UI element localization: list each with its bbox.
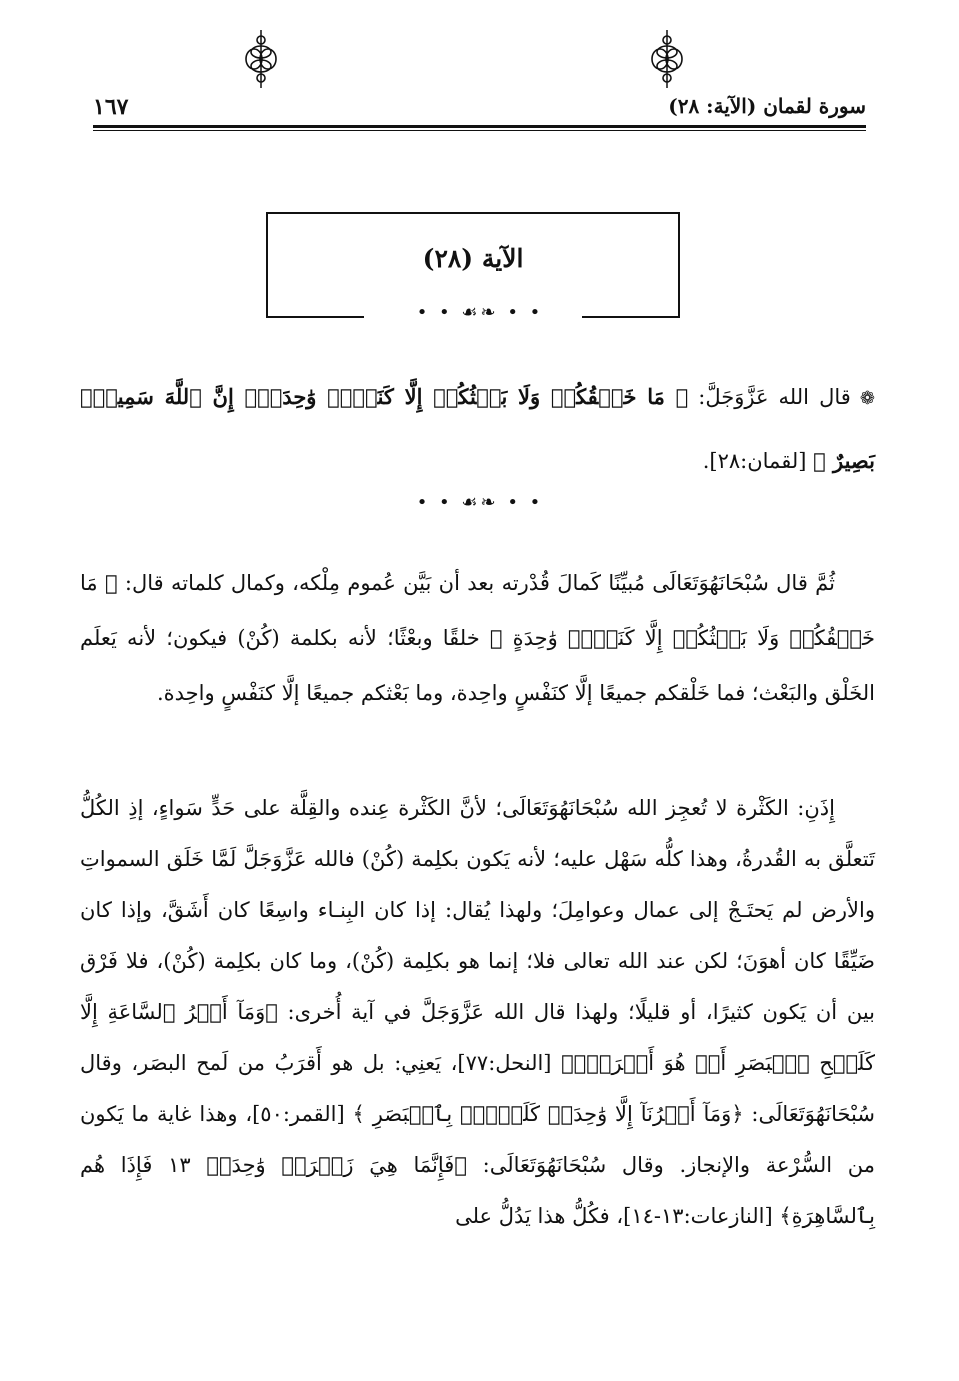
verse-reference: [لقمان:٢٨]. — [702, 449, 814, 473]
ayah-title: الآية (٢٨) — [422, 244, 524, 273]
verse-block — [80, 366, 875, 492]
commentary-paragraph-1: ثُمَّ قال سُبْحَانَهُوَتَعَالَى مُبيِّنًا كَمالَ قُدْرته بعد أن بَيَّن عُموم مِلْكه، وكمال كلماته قال: ﴿ مَا خَلۡقُكُمۡ وَلَا بَعۡثُكُمۡ إِلَّا كَنَفۡسٖ وَٰحِدَةٍ ﴾ خلقًا وبعْثًا؛ لأنه بكلمة (كُنْ) فيكون؛ لأنه يَعلَم الخَلْق والبَعْث؛ فما خَلْقكم جميعًا إلَّا كنَفْسٍ واحِدة، وما بَعْثكم جميعًا إلَّا كنَفْسٍ واحِدة. — [80, 571, 875, 705]
running-header — [93, 92, 866, 122]
flower-bullet-icon: ❁ — [850, 388, 875, 409]
knot-ornament-icon — [244, 30, 278, 88]
verse-lead: قال الله عَزَّوَجَلَّ: — [688, 385, 851, 409]
surah-title: سورة لقمان (الآية: ٢٨) — [668, 94, 866, 118]
knot-ornament-icon — [650, 30, 684, 88]
page-number: ١٦٧ — [93, 94, 129, 120]
quran-verse: ﴿ مَا خَلۡقُكُمۡ وَلَا بَعۡثُكُمۡ إِلَّا كَنَفۡسٖ وَٰحِدَةٍۚ إِنَّ ٱللَّهَ سَمِيعُۢ بَصِيرٌ ﴾ — [80, 384, 875, 473]
commentary-paragraph-2: إِذَنِ: الكَثْرة لا تُعجِز الله سُبْحَانَهُوَتَعَالَى؛ لأنَّ الكَثْرة عِنده والقِلَّة على حَدٍّ سَواءٍ، إذِ الكُلُّ تَتعلَّق به القُدرةُ، وهذا كلُّه سَهْل عليه؛ لأنه يَكون بكلِمة (كُنْ) فالله عَزَّوَجَلَّ لَمَّا خَلَق السمواتِ والأرض لم يَحتَـجْ إلى عمال وعوامِلَ؛ ولهذا يُقال: إذا كان البِنـاء واسِعًا كان أَشَقَّ، وإذا كان ضَيِّقًا كان أهوَنَ؛ لكن عند الله تعالى فلا؛ إنما هو بكلِمة (كُنْ)، وما كان بكلِمة (كُنْ)، فلا فَرْق بين أن يَكون كثيرًا، أو قليلًا؛ ولهذا قال الله عَزَّوَجَلَّ في آية أُخرى: ﴿وَمَآ أَمۡرُ ٱلسَّاعَةِ إِلَّا كَلَمۡحِ ٱلۡبَصَرِ أَوۡ هُوَ أَقۡرَبُۚ﴾ [النحل:٧٧]، يَعنِي: بل هو أَقرَبُ من لَمح البصَر، وقال سُبْحَانَهُوَتَعَالَى: ﴿وَمَآ أَمۡرُنَآ إِلَّا وَٰحِدَةٞ كَلَمۡحِۭ بِٱلۡبَصَرِ ﴾ [القمر:٥٠]، وهذا غاية ما يَكون من السُّرْعة والإنجاز. وقال سُبْحَانَهُوَتَعَالَى: ﴿فَإِنَّمَا هِيَ زَجۡرَةٞ وَٰحِدَةٞ ١٣ فَإِذَا هُم بِٱلسَّاهِرَةِ﴾ [النازعات:١٣-١٤]، فكُلُّ هذا يَدُلُّ على — [80, 796, 876, 1228]
ayah-ornament: • • ☙❧ • • — [416, 302, 544, 323]
section-separator: • • ☙❧ • • — [416, 492, 544, 513]
header-rule — [93, 125, 866, 128]
header-rule-thin — [93, 130, 866, 131]
